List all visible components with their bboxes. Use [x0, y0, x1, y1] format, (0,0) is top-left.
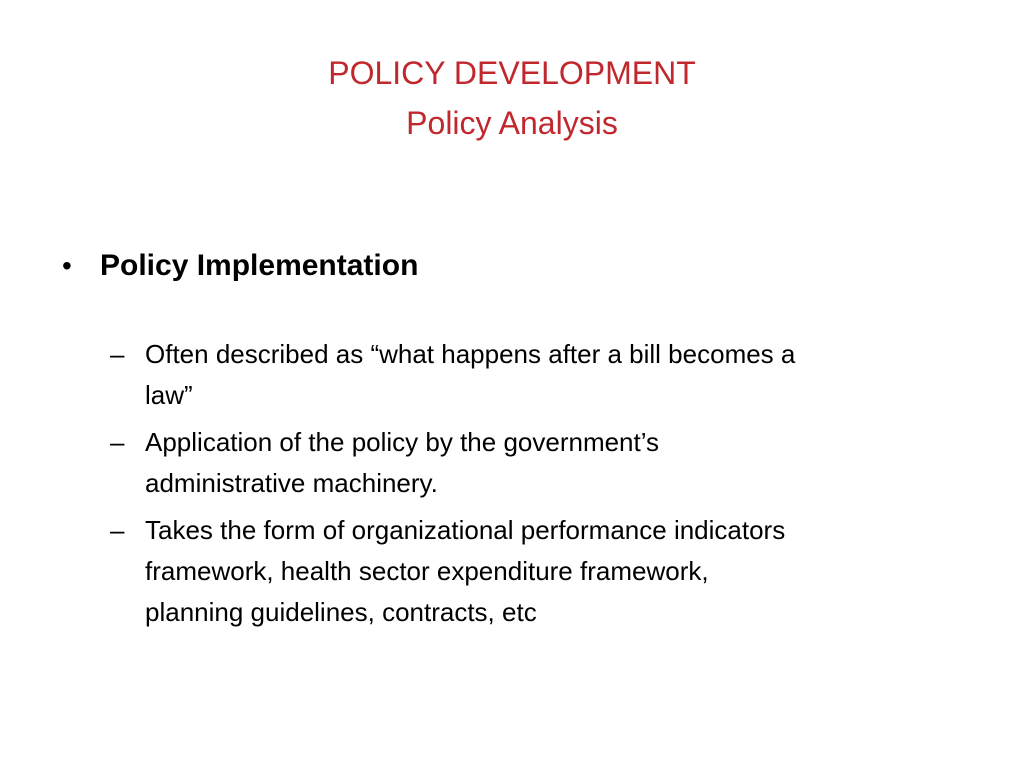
- sub-bullet-line: Often described as “what happens after a bill becomes a: [145, 339, 796, 369]
- sub-bullet-list: [110, 334, 990, 639]
- bullet-marker: •: [62, 250, 72, 281]
- bullet-policy-implementation: [62, 244, 418, 288]
- dash-marker: –: [110, 515, 125, 545]
- slide-title: [112, 48, 912, 148]
- sub-bullet-item-3: [110, 510, 990, 633]
- sub-bullet-text: [145, 334, 795, 416]
- dash-marker: –: [110, 339, 125, 369]
- sub-bullet-item-1: [110, 334, 990, 416]
- bullet-heading: Policy Implementation: [100, 249, 419, 282]
- sub-bullet-line: Application of the policy by the government’s: [145, 427, 660, 457]
- sub-bullet-line: law”: [145, 380, 193, 410]
- sub-bullet-line: Takes the form of organizational performance indicators: [145, 515, 786, 545]
- sub-bullet-line: administrative machinery.: [145, 468, 438, 498]
- sub-bullet-line: planning guidelines, contracts, etc: [145, 597, 537, 627]
- title-line-sub: Policy Analysis: [406, 105, 618, 141]
- sub-bullet-text: [145, 422, 659, 504]
- dash-marker: –: [110, 427, 125, 457]
- sub-bullet-line: framework, health sector expenditure framework,: [145, 556, 709, 586]
- title-line-main: POLICY DEVELOPMENT: [328, 55, 696, 91]
- sub-bullet-text: [145, 510, 785, 633]
- sub-bullet-item-2: [110, 422, 990, 504]
